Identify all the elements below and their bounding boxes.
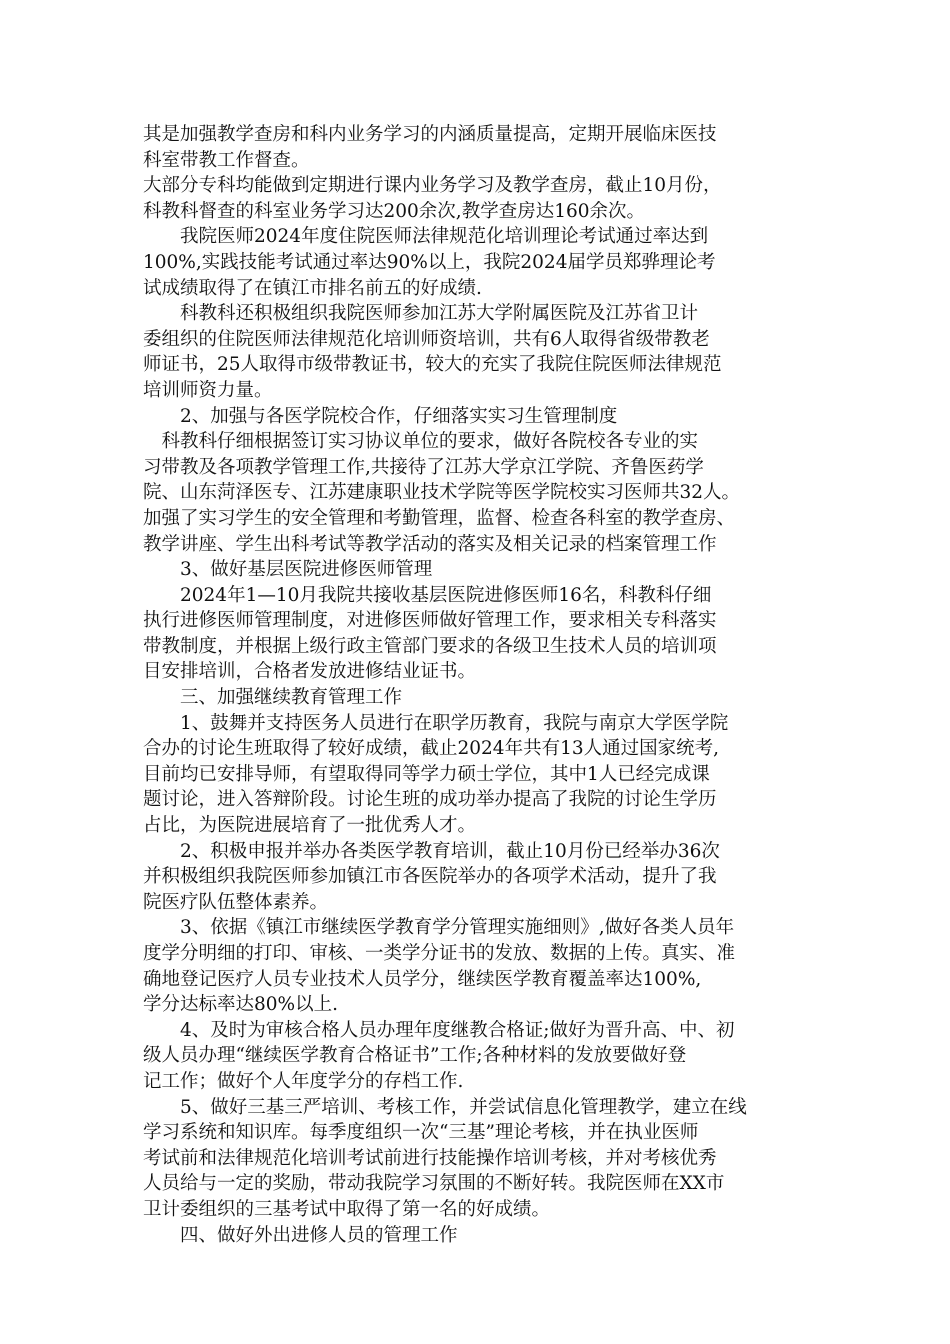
- text-line: 教学讲座、学生出科考试等教学活动的落实及相关记录的档案管理工作: [143, 533, 717, 555]
- text-line: 科教科仔细根据签订实习协议单位的要求，做好各院校各专业的实: [143, 431, 699, 453]
- text-line: 委组织的住院医师法律规范化培训师资培训，共有6人取得省级带教老: [143, 328, 710, 350]
- text-line: 加强了实习学生的安全管理和考勤管理，监督、检查各科室的教学查房、: [143, 507, 736, 529]
- text-line: 2、积极申报并举办各类医学教育培训，截止10月份已经举办36次: [143, 840, 720, 862]
- text-line: 试成绩取得了在镇江市排名前五的好成绩.: [143, 277, 482, 299]
- text-line: 执行进修医师管理制度，对进修医师做好管理工作，要求相关专科落实: [143, 610, 717, 632]
- text-line: 占比，为医院进展培育了一批优秀人才。: [143, 815, 477, 837]
- text-line: 带教制度，并根据上级行政主管部门要求的各级卫生技术人员的培训项: [143, 635, 717, 657]
- text-line: 题讨论，进入答辩阶段。讨论生班的成功举办提高了我院的讨论生学历: [143, 789, 717, 811]
- text-line: 学习系统和知识库。每季度组织一次“三基”理论考核，并在执业医师: [143, 1122, 699, 1144]
- text-line: 考试前和法律规范化培训考试前进行技能操作培训考核，并对考核优秀: [143, 1147, 717, 1169]
- text-line: 确地登记医疗人员专业技术人员学分，继续医学教育覆盖率达100%,: [143, 968, 702, 990]
- text-line: 师证书，25人取得市级带教证书，较大的充实了我院住院医师法律规范: [143, 354, 722, 376]
- text-line: 目前均已安排导师，有望取得同等学力硕士学位，其中1人已经完成课: [143, 763, 710, 785]
- text-line: 我院医师2024年度住院医师法律规范化培训理论考试通过率达到: [143, 226, 709, 248]
- text-line: 3、依据《镇江市继续医学教育学分管理实施细则》,做好各类人员年: [143, 917, 735, 939]
- text-line: 卫计委组织的三基考试中取得了第一名的好成绩。: [143, 1198, 551, 1220]
- section-heading: 3、做好基层医院进修医师管理: [143, 559, 433, 581]
- text-line: 并积极组织我院医师参加镇江市各医院举办的各项学术活动，提升了我: [143, 866, 717, 888]
- text-line: 合办的讨论生班取得了较好成绩，截止2024年共有13人通过国家统考,: [143, 738, 720, 760]
- section-heading: 三、加强继续教育管理工作: [143, 687, 403, 709]
- text-line: 度学分明细的打印、审核、一类学分证书的发放、数据的上传。真实、准: [143, 943, 736, 964]
- text-line: 科教科督查的科室业务学习达200余次,教学查房达160余次。: [143, 200, 646, 222]
- text-line: 大部分专科均能做到定期进行课内业务学习及教学查房，截止10月份，: [143, 175, 722, 197]
- text-line: 科室带教工作督查。: [143, 149, 310, 171]
- text-line: 级人员办理“继续医学教育合格证书”工作;各种材料的发放要做好登: [143, 1045, 687, 1067]
- text-line: 2024年1—10月我院共接收基层医院进修医师16名，科教科仔细: [143, 584, 712, 606]
- text-line: 院医疗队伍整体素养。: [143, 891, 329, 913]
- text-line: 记工作；做好个人年度学分的存档工作.: [143, 1070, 464, 1092]
- text-line: 培训师资力量。: [143, 379, 273, 401]
- text-line: 习带教及各项教学管理工作,共接待了江苏大学京江学院、齐鲁医药学: [143, 456, 704, 478]
- text-line: 科教科还积极组织我院医师参加江苏大学附属医院及江苏省卫计: [143, 303, 699, 325]
- text-line: 院、山东菏泽医专、江苏建康职业技术学院等医学院校实习医师共32人。: [143, 482, 741, 504]
- text-line: 5、做好三基三严培训、考核工作，并尝试信息化管理教学，建立在线: [143, 1096, 747, 1118]
- section-heading: 2、加强与各医学院校合作，仔细落实实习生管理制度: [143, 405, 618, 427]
- text-line: 目安排培训，合格者发放进修结业证书。: [143, 661, 477, 683]
- text-line: 其是加强教学查房和科内业务学习的内涵质量提高，定期开展临床医技: [143, 124, 717, 145]
- text-line: 人员给与一定的奖励，带动我院学习氛围的不断好转。我院医师在XX市: [143, 1173, 725, 1195]
- section-heading: 四、做好外出进修人员的管理工作: [143, 1224, 458, 1246]
- document-body: [143, 122, 823, 1248]
- text-line: 1、鼓舞并支持医务人员进行在职学历教育，我院与南京大学医学院: [143, 712, 729, 734]
- text-line: 100%,实践技能考试通过率达90%以上，我院2024届学员郑骅理论考: [143, 251, 716, 273]
- text-line: 学分达标率达80%以上.: [143, 994, 339, 1016]
- text-line: 4、及时为审核合格人员办理年度继教合格证;做好为晋升高、中、初: [143, 1019, 735, 1041]
